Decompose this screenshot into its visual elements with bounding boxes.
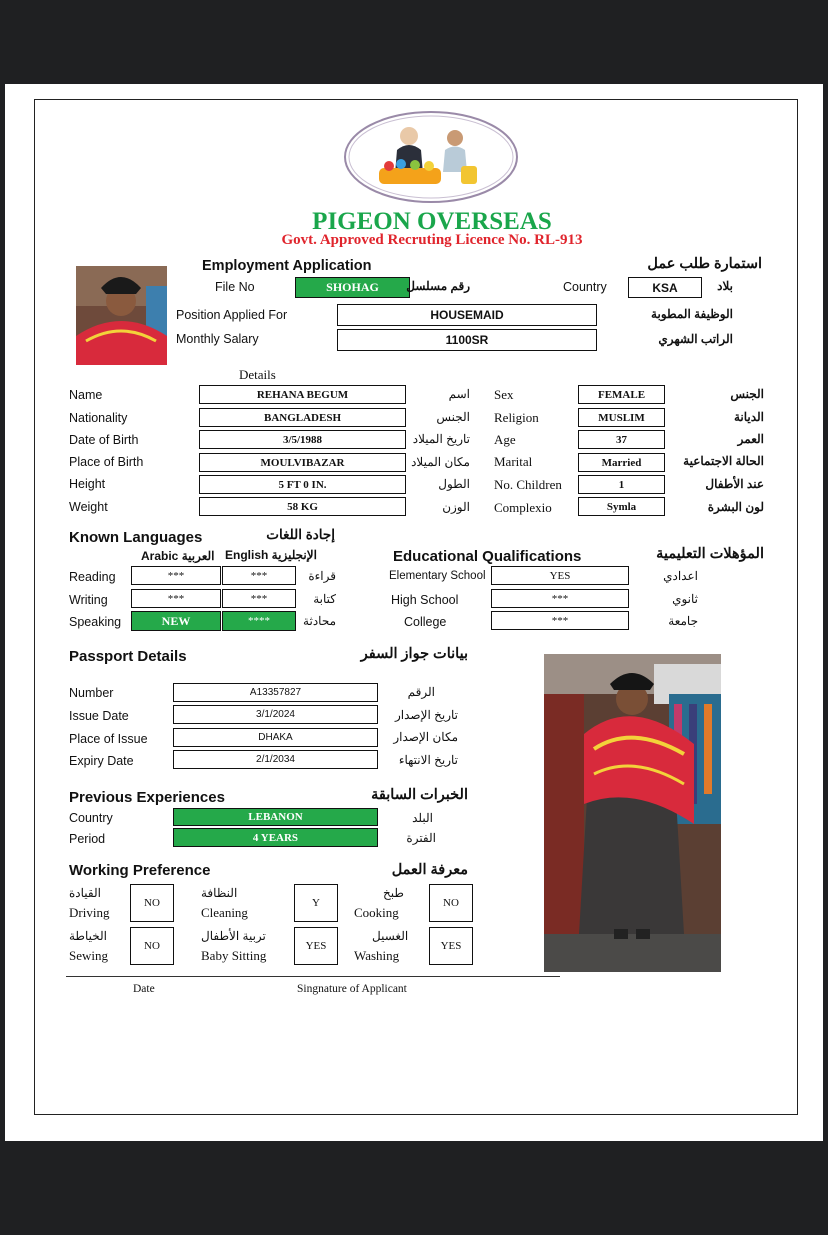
age-value[interactable]: 37 xyxy=(578,430,665,449)
speaking-label-arabic: محادثة xyxy=(303,614,336,628)
children-label-arabic: عند الأطفال xyxy=(705,477,764,491)
sex-value[interactable]: FEMALE xyxy=(578,385,665,404)
country-label-arabic: بلاد xyxy=(717,279,733,293)
passport-number-label: Number xyxy=(69,686,114,700)
applicant-photo-full xyxy=(544,654,721,972)
name-value[interactable]: REHANA BEGUM xyxy=(199,385,406,404)
baby-sitting-value[interactable]: YES xyxy=(294,927,338,965)
form-title-arabic: استمارة طلب عمل xyxy=(647,256,762,272)
reading-english-value[interactable]: *** xyxy=(222,566,296,585)
work-heading: Working Preference xyxy=(69,862,211,879)
form-title: Employment Application xyxy=(202,258,372,274)
washing-label-arabic: الغسيل xyxy=(372,929,409,943)
weight-value[interactable]: 58 KG xyxy=(199,497,406,516)
religion-value[interactable]: MUSLIM xyxy=(578,408,665,427)
file-no-value[interactable]: SHOHAG xyxy=(295,277,410,298)
experience-heading-arabic: الخبرات السابقة xyxy=(371,787,468,803)
salary-label-arabic: الراتب الشهري xyxy=(658,332,733,346)
pob-label: Place of Birth xyxy=(69,455,144,469)
sex-label-arabic: الجنس xyxy=(730,387,764,401)
salary-value[interactable]: 1100SR xyxy=(337,329,597,351)
writing-arabic-value[interactable]: *** xyxy=(131,589,221,608)
dob-label: Date of Birth xyxy=(69,433,139,447)
high-school-label: High School xyxy=(391,593,459,607)
complexion-value[interactable]: Symla xyxy=(578,497,665,516)
licence-text: Govt. Approved Recruting Licence No. RL-913 xyxy=(281,232,583,248)
company-name: PIGEON OVERSEAS xyxy=(312,208,552,235)
cleaning-value[interactable]: Y xyxy=(294,884,338,922)
issue-date-label-arabic: تاريخ الإصدار xyxy=(394,708,458,722)
reading-label: Reading xyxy=(69,570,116,584)
place-of-issue-label-arabic: مكان الإصدار xyxy=(393,730,458,744)
country-label: Country xyxy=(563,280,607,294)
driving-value[interactable]: NO xyxy=(130,884,174,922)
writing-label: Writing xyxy=(69,593,108,607)
marital-value[interactable]: Married xyxy=(578,453,665,472)
issue-date-value[interactable]: 3/1/2024 xyxy=(173,705,378,724)
college-value[interactable]: *** xyxy=(491,611,629,630)
height-label-arabic: الطول xyxy=(438,477,470,491)
children-label: No. Children xyxy=(494,477,562,492)
signature-label: Singnature of Applicant xyxy=(297,983,407,995)
expiry-date-label-arabic: تاريخ الانتهاء xyxy=(398,753,458,767)
cooking-label: Cooking xyxy=(354,905,399,920)
passport-heading-arabic: بيانات جواز السفر xyxy=(360,646,468,662)
english-column-header: English الإنجليزية xyxy=(225,548,317,562)
height-label: Height xyxy=(69,477,106,491)
experience-period-value[interactable]: 4 YEARS xyxy=(173,828,378,847)
dob-value[interactable]: 3/5/1988 xyxy=(199,430,406,449)
file-no-label: File No xyxy=(215,280,255,294)
position-label-arabic: الوظيفة المطوبة xyxy=(651,307,733,321)
nationality-label-arabic: الجنس xyxy=(436,410,470,424)
weight-label-arabic: الوزن xyxy=(442,500,470,514)
cooking-value[interactable]: NO xyxy=(429,884,473,922)
weight-label: Weight xyxy=(69,500,108,514)
sewing-label-arabic: الخياطة xyxy=(69,929,107,943)
expiry-date-label: Expiry Date xyxy=(69,754,134,768)
marital-label-arabic: الحالة الاجتماعية xyxy=(683,454,764,468)
work-heading-arabic: معرفة العمل xyxy=(391,862,468,878)
college-label: College xyxy=(404,615,447,629)
college-label-arabic: جامعة xyxy=(668,614,698,628)
experience-country-label: Country xyxy=(69,811,113,825)
reading-arabic-value[interactable]: *** xyxy=(131,566,221,585)
place-of-issue-value[interactable]: DHAKA xyxy=(173,728,378,747)
passport-number-label-arabic: الرقم xyxy=(407,685,435,699)
cooking-label-arabic: طبخ xyxy=(383,886,404,900)
details-heading: Details xyxy=(239,367,276,382)
place-of-issue-label: Place of Issue xyxy=(69,732,148,746)
height-value[interactable]: 5 FT 0 IN. xyxy=(199,475,406,494)
name-label-arabic: اسم xyxy=(448,387,470,401)
experience-period-label: Period xyxy=(69,832,106,846)
experience-country-label-arabic: البلد xyxy=(412,811,433,825)
salary-label: Monthly Salary xyxy=(176,332,259,346)
cleaning-label-arabic: النظافة xyxy=(201,886,238,900)
experience-period-label-arabic: الفترة xyxy=(406,831,436,845)
washing-label: Washing xyxy=(354,948,400,963)
baby-sitting-label: Baby Sitting xyxy=(201,948,267,963)
languages-heading-arabic: إجادة اللغات xyxy=(266,527,335,542)
date-label: Date xyxy=(133,983,155,995)
education-heading-arabic: المؤهلات التعليمية xyxy=(656,546,764,562)
languages-heading: Known Languages xyxy=(69,529,203,546)
arabic-column-header: Arabic العربية xyxy=(141,549,215,563)
company-logo xyxy=(343,110,519,204)
religion-label-arabic: الديانة xyxy=(733,410,764,424)
elementary-label: Elementary School xyxy=(389,570,486,582)
sex-label: Sex xyxy=(494,387,514,402)
position-value[interactable]: HOUSEMAID xyxy=(337,304,597,326)
experience-country-value[interactable]: LEBANON xyxy=(173,808,378,826)
speaking-arabic-value[interactable]: NEW xyxy=(131,611,221,631)
driving-label: Driving xyxy=(69,905,110,920)
children-value[interactable]: 1 xyxy=(578,475,665,494)
speaking-english-value[interactable]: **** xyxy=(222,611,296,631)
experience-heading: Previous Experiences xyxy=(69,789,225,806)
religion-label: Religion xyxy=(494,410,539,425)
pob-label-arabic: مكان الميلاد xyxy=(411,455,470,469)
sewing-label: Sewing xyxy=(69,948,108,963)
writing-english-value[interactable]: *** xyxy=(222,589,296,608)
dob-label-arabic: تاريخ الميلاد xyxy=(412,432,470,446)
high-school-value[interactable]: *** xyxy=(491,589,629,608)
applicant-photo-small xyxy=(76,266,167,365)
high-school-label-arabic: ثانوي xyxy=(672,592,698,606)
baby-sitting-label-arabic: تربية الأطفال xyxy=(201,929,266,943)
nationality-value[interactable]: BANGLADESH xyxy=(199,408,406,427)
elementary-value[interactable]: YES xyxy=(491,566,629,585)
washing-value[interactable]: YES xyxy=(429,927,473,965)
file-no-label-arabic: رقم مسلسل xyxy=(406,279,470,293)
speaking-label: Speaking xyxy=(69,615,122,629)
country-value[interactable]: KSA xyxy=(628,277,702,298)
writing-label-arabic: كتابة xyxy=(313,592,336,606)
complexion-label-arabic: لون البشرة xyxy=(707,500,764,514)
cleaning-label: Cleaning xyxy=(201,905,248,920)
expiry-date-value[interactable]: 2/1/2034 xyxy=(173,750,378,769)
nationality-label: Nationality xyxy=(69,411,128,425)
complexion-label: Complexio xyxy=(494,500,552,515)
driving-label-arabic: القيادة xyxy=(69,886,101,900)
sewing-value[interactable]: NO xyxy=(130,927,174,965)
elementary-label-arabic: اعدادي xyxy=(663,569,698,583)
issue-date-label: Issue Date xyxy=(69,709,129,723)
education-heading: Educational Qualifications xyxy=(393,548,582,565)
reading-label-arabic: قراءة xyxy=(308,569,336,583)
signature-line xyxy=(66,976,560,977)
pob-value[interactable]: MOULVIBAZAR xyxy=(199,453,406,472)
marital-label: Marital xyxy=(494,454,533,469)
passport-number-value[interactable]: A13357827 xyxy=(173,683,378,702)
age-label-arabic: العمر xyxy=(737,432,764,446)
age-label: Age xyxy=(494,432,516,447)
name-label: Name xyxy=(69,388,103,402)
passport-heading: Passport Details xyxy=(69,648,187,665)
position-label: Position Applied For xyxy=(176,308,288,322)
